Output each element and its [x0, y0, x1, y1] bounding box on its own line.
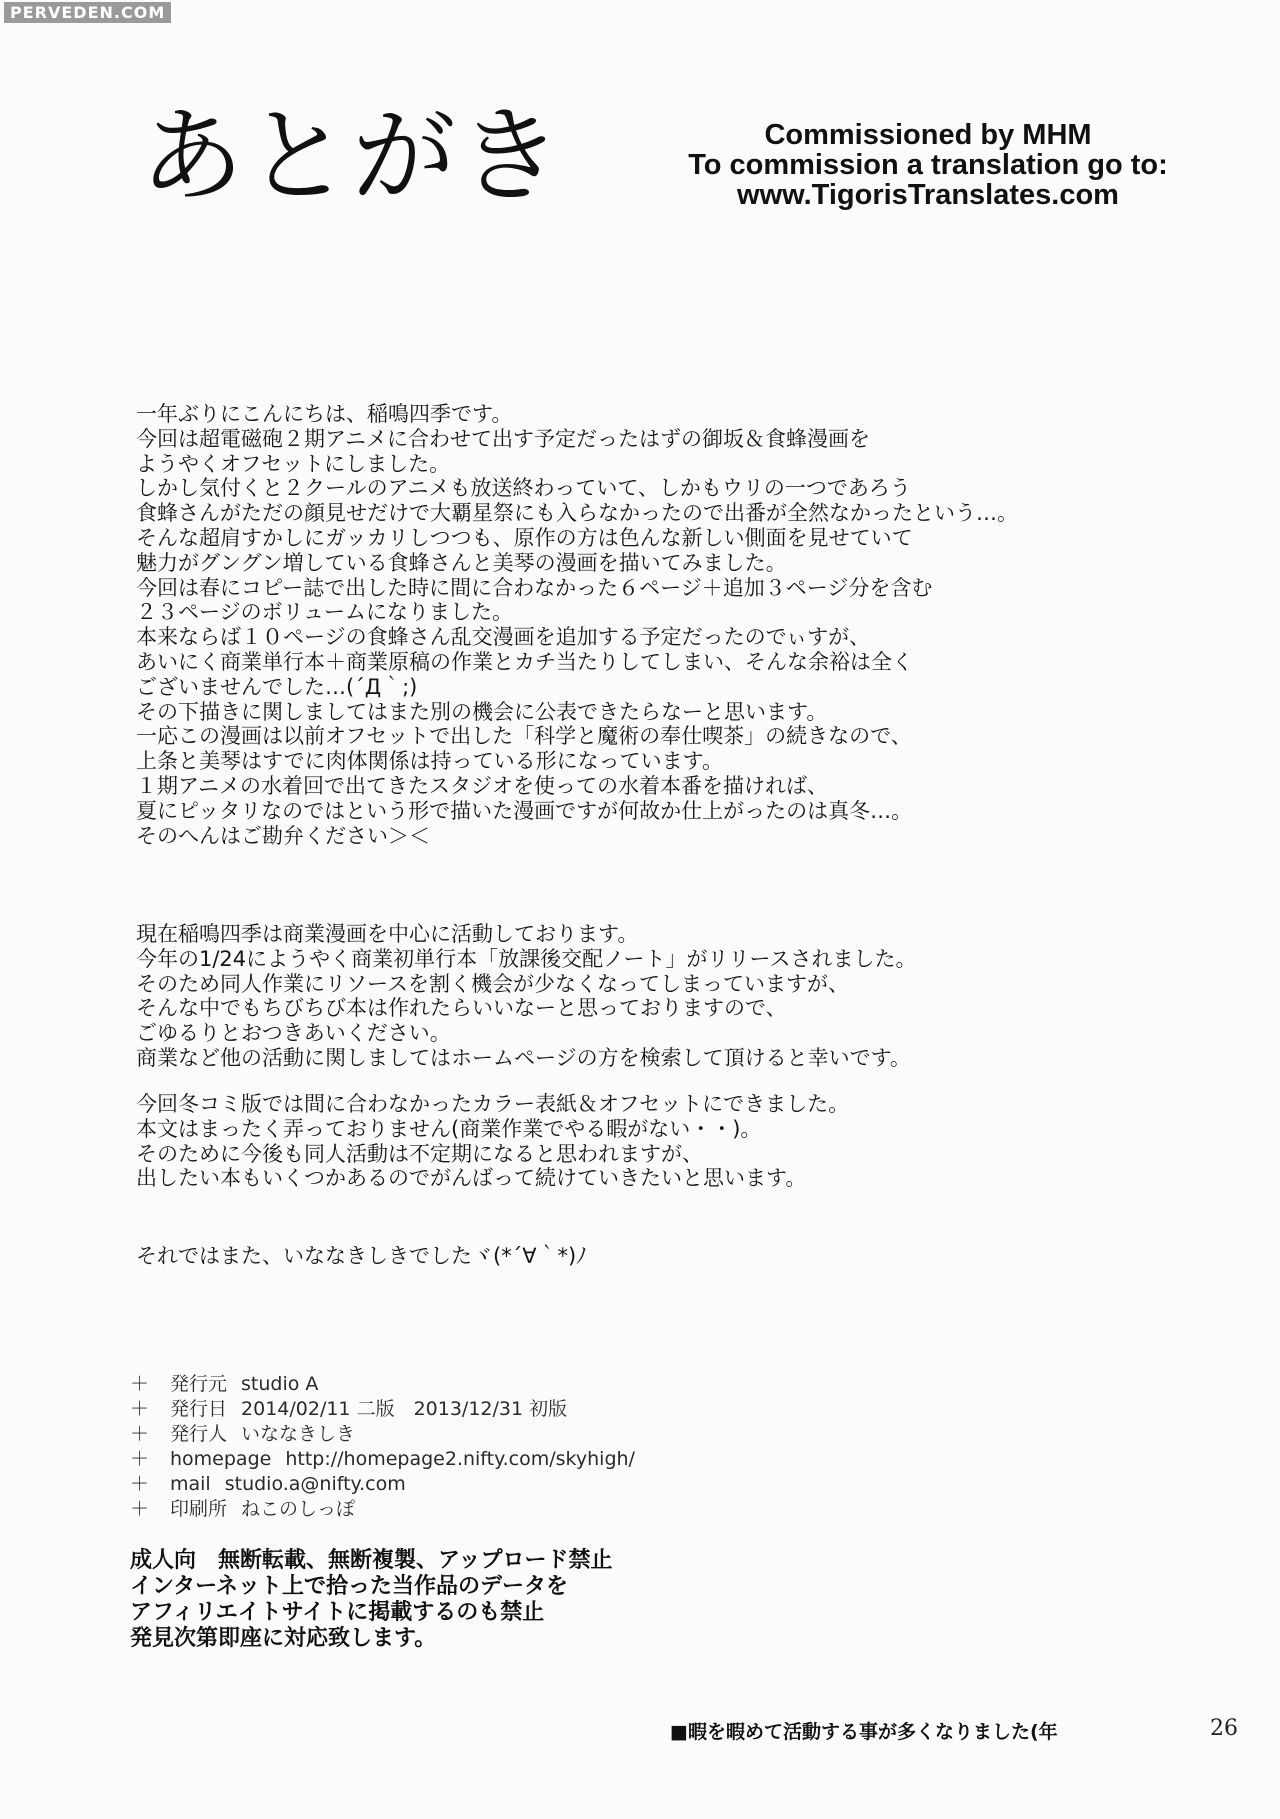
credit-line: Commissioned by MHM [764, 119, 1092, 151]
text-line: 上条と美琴はすでに肉体関係は持っている形になっています。 [136, 749, 723, 774]
notice-line: インターネット上で拾った当作品のデータを [130, 1574, 569, 1599]
footer-note: ■暇を暇めて活動する事が多くなりました(年 [670, 1721, 1058, 1743]
colophon-value: ねこのしっぽ [241, 1498, 356, 1520]
text-line: それではまた、いななきしきでしたヾ(*´∀｀*)ﾉ [136, 1244, 587, 1268]
colophon-key: mail [170, 1473, 211, 1495]
translation-credit [678, 120, 1178, 210]
text-line: そのへんはご勘弁ください＞＜ [136, 823, 430, 848]
colophon-row-date [130, 1397, 830, 1422]
text-line: 本来ならば１０ページの食蜂さん乱交漫画を追加する予定だったのでぃすが、 [136, 625, 871, 650]
afterword-paragraph [136, 402, 1176, 848]
colophon-row-printer [130, 1497, 830, 1522]
adult-content-notice [130, 1548, 830, 1652]
colophon-value: studio A [241, 1373, 319, 1395]
colophon-row-issuer [130, 1422, 830, 1447]
plus-marker: ＋ [130, 1423, 150, 1445]
colophon-key: 発行人 [170, 1423, 228, 1445]
colophon-key: 発行日 [170, 1398, 228, 1420]
colophon-key: 印刷所 [170, 1498, 228, 1520]
colophon-value: 2014/02/11 二版 2013/12/31 初版 [241, 1398, 568, 1420]
text-line: 本文はまったく弄っておりません(商業作業でやる暇がない・・)。 [136, 1116, 762, 1141]
credit-url: www.TigorisTranslates.com [737, 179, 1119, 211]
notice-line: 発見次第即座に対応致します。 [130, 1626, 437, 1651]
plus-marker: ＋ [130, 1498, 150, 1520]
colophon-key: 発行元 [170, 1373, 228, 1395]
credit-line: To commission a translation go to: [688, 149, 1168, 181]
colophon-key: homepage [170, 1448, 272, 1470]
plus-marker: ＋ [130, 1373, 150, 1395]
text-line: ごゆるりとおつきあいください。 [136, 1021, 451, 1046]
text-line: しかし気付くと２クールのアニメも放送終わっていて、しかもウリの一つであろう [136, 476, 911, 501]
plus-marker: ＋ [130, 1473, 150, 1495]
text-line: そのため同人作業にリソースを割く機会が少なくなってしまっていますが、 [136, 971, 849, 996]
text-line: ようやくオフセットにしました。 [136, 451, 451, 476]
text-line: 今回は春にコピー誌で出した時に間に合わなかった６ページ＋追加３ページ分を含む [136, 575, 933, 600]
colophon-row-homepage [130, 1447, 830, 1472]
text-line: ございませんでした…(´Д｀;) [136, 674, 418, 699]
text-line: 食蜂さんがただの顔見せだけで大覇星祭にも入らなかったので出番が全然なかったという…。 [136, 501, 1018, 526]
notice-line: アフィリエイトサイトに掲載するのも禁止 [130, 1600, 545, 1625]
text-line: 今回は超電磁砲２期アニメに合わせて出す予定だったはずの御坂＆食蜂漫画を [136, 426, 870, 451]
text-line: 出したい本もいくつかあるのでがんばって続けていきたいと思います。 [136, 1166, 807, 1191]
plus-marker: ＋ [130, 1448, 150, 1470]
text-line: 一年ぶりにこんにちは、稲鳴四季です。 [136, 402, 513, 426]
text-line: 魅力がグングン増している食蜂さんと美琴の漫画を描いてみました。 [136, 550, 787, 575]
page-number: 26 [1210, 1716, 1238, 1741]
text-line: 夏にピッタリなのではという形で描いた漫画ですが何故か仕上がったのは真冬…。 [136, 798, 913, 823]
colophon-value: いななきしき [241, 1423, 356, 1445]
colophon-row-mail [130, 1472, 830, 1497]
text-line: そんな中でもちびちび本は作れたらいいなーと思っておりますので、 [136, 996, 787, 1021]
text-line: あいにく商業単行本＋商業原稿の作業とカチ当たりしてしまい、そんな余裕は全く [136, 649, 913, 674]
colophon-value: studio.a@nifty.com [224, 1473, 406, 1495]
afterword-paragraph [136, 1092, 1176, 1191]
page-title: あとがき [140, 95, 565, 217]
text-line: 商業など他の活動に関しましてはホームページの方を検索して頂けると幸いです。 [136, 1045, 911, 1070]
text-line: 今年の1/24にようやく商業初単行本「放課後交配ノート」がリリースされました。 [136, 946, 917, 971]
plus-marker: ＋ [130, 1398, 150, 1420]
site-watermark: PERVEDEN.COM [4, 2, 171, 23]
text-line: １期アニメの水着回で出てきたスタジオを使っての水着本番を描ければ、 [136, 773, 828, 798]
colophon-value: http://homepage2.nifty.com/skyhigh/ [285, 1448, 635, 1470]
colophon-row-publisher [130, 1372, 830, 1397]
text-line: 一応この漫画は以前オフセットで出した「科学と魔術の奉仕喫茶」の続きなので、 [136, 724, 912, 749]
text-line: 今回冬コミ版では間に合わなかったカラー表紙＆オフセットにできました。 [136, 1092, 850, 1116]
afterword-closing [136, 1244, 1176, 1269]
text-line: 現在稲鳴四季は商業漫画を中心に活動しております。 [136, 922, 639, 946]
text-line: ２３ページのボリュームになりました。 [136, 600, 513, 625]
notice-line: 成人向 無断転載、無断複製、アップロード禁止 [130, 1548, 613, 1573]
text-line: そのために今後も同人活動は不定期になると思われますが、 [136, 1141, 703, 1166]
text-line: そんな超肩すかしにガッカリしつつも、原作の方は色んな新しい側面を見せていて [136, 525, 913, 550]
text-line: その下描きに関しましてはまた別の機会に公表できたらなーと思います。 [136, 699, 828, 724]
colophon [130, 1372, 830, 1522]
afterword-paragraph [136, 922, 1176, 1071]
